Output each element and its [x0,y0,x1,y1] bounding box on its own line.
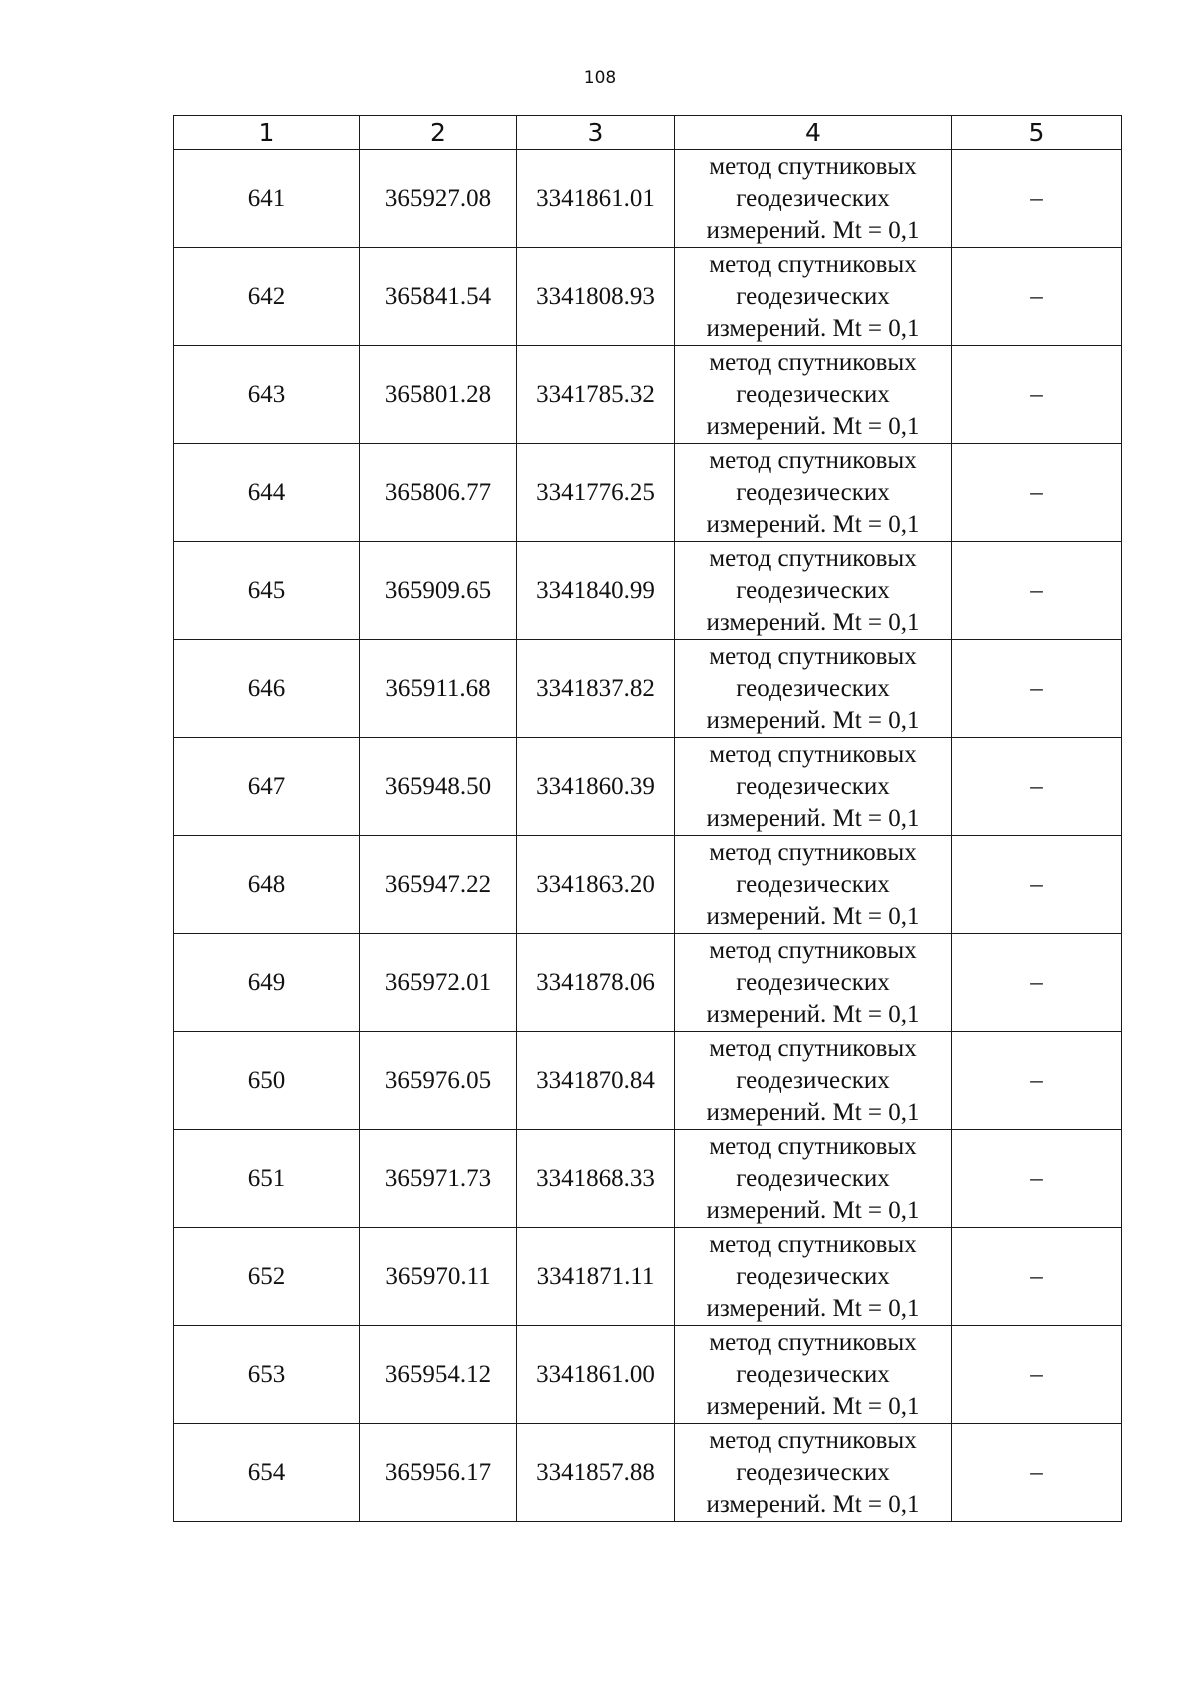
page-number: 108 [583,68,617,88]
method-text-line: метод спутниковых [709,544,917,572]
y-coordinate-cell: 3341868.33 [517,1130,675,1228]
method-text-line: измерений. Mt = 0,1 [706,1000,920,1028]
method-text-line: измерений. Mt = 0,1 [706,510,920,538]
header-col-5: 5 [952,116,1122,150]
point-number-cell: 647 [174,738,360,836]
table-row [174,1228,1122,1326]
y-coordinate-cell: 3341840.99 [517,542,675,640]
method-text-line: геодезических [736,380,890,408]
method-text-line: метод спутниковых [709,152,917,180]
method-cell [675,1424,952,1522]
table-row [174,444,1122,542]
x-coordinate-cell: 365911.68 [360,640,517,738]
method-cell [675,444,952,542]
point-number-cell: 643 [174,346,360,444]
table-row [174,1032,1122,1130]
method-cell [675,542,952,640]
x-coordinate-cell: 365948.50 [360,738,517,836]
table-row [174,1424,1122,1522]
method-cell [675,640,952,738]
table-row [174,934,1122,1032]
description-cell: – [952,444,1122,542]
method-text-line: геодезических [736,772,890,800]
method-text-line: измерений. Mt = 0,1 [706,608,920,636]
method-text-line: метод спутниковых [709,838,917,866]
y-coordinate-cell: 3341861.01 [517,150,675,248]
y-coordinate-cell: 3341808.93 [517,248,675,346]
table-row [174,836,1122,934]
x-coordinate-cell: 365909.65 [360,542,517,640]
method-cell [675,346,952,444]
description-cell: – [952,248,1122,346]
method-text-line: измерений. Mt = 0,1 [706,1392,920,1420]
method-cell [675,1032,952,1130]
x-coordinate-cell: 365970.11 [360,1228,517,1326]
method-text-line: геодезических [736,576,890,604]
method-text-line: геодезических [736,1164,890,1192]
y-coordinate-cell: 3341837.82 [517,640,675,738]
table-row [174,1130,1122,1228]
y-coordinate-cell: 3341870.84 [517,1032,675,1130]
method-text-line: геодезических [736,1360,890,1388]
point-number-cell: 649 [174,934,360,1032]
method-text-line: измерений. Mt = 0,1 [706,1294,920,1322]
method-text-line: метод спутниковых [709,740,917,768]
x-coordinate-cell: 365806.77 [360,444,517,542]
method-text-line: метод спутниковых [709,936,917,964]
method-text-line: геодезических [736,282,890,310]
method-text-line: геодезических [736,968,890,996]
method-text-line: метод спутниковых [709,1328,917,1356]
description-cell: – [952,1424,1122,1522]
method-cell [675,1130,952,1228]
method-text-line: геодезических [736,1066,890,1094]
table-header [174,116,1122,150]
description-cell: – [952,1326,1122,1424]
method-cell [675,836,952,934]
method-text-line: метод спутниковых [709,642,917,670]
table-row [174,738,1122,836]
point-number-cell: 650 [174,1032,360,1130]
y-coordinate-cell: 3341861.00 [517,1326,675,1424]
y-coordinate-cell: 3341878.06 [517,934,675,1032]
point-number-cell: 652 [174,1228,360,1326]
x-coordinate-cell: 365956.17 [360,1424,517,1522]
method-text-line: метод спутниковых [709,446,917,474]
x-coordinate-cell: 365972.01 [360,934,517,1032]
method-text-line: измерений. Mt = 0,1 [706,412,920,440]
y-coordinate-cell: 3341860.39 [517,738,675,836]
point-number-cell: 641 [174,150,360,248]
method-text-line: измерений. Mt = 0,1 [706,1196,920,1224]
point-number-cell: 644 [174,444,360,542]
method-text-line: измерений. Mt = 0,1 [706,902,920,930]
point-number-cell: 646 [174,640,360,738]
y-coordinate-cell: 3341776.25 [517,444,675,542]
table-row [174,346,1122,444]
table-row [174,150,1122,248]
coordinates-table [173,115,1122,1522]
method-cell [675,738,952,836]
method-text-line: геодезических [736,870,890,898]
header-col-1: 1 [174,116,360,150]
description-cell: – [952,150,1122,248]
x-coordinate-cell: 365927.08 [360,150,517,248]
table-body [174,150,1122,1522]
x-coordinate-cell: 365801.28 [360,346,517,444]
point-number-cell: 654 [174,1424,360,1522]
description-cell: – [952,542,1122,640]
method-text-line: геодезических [736,478,890,506]
method-cell [675,150,952,248]
x-coordinate-cell: 365954.12 [360,1326,517,1424]
description-cell: – [952,836,1122,934]
method-cell [675,934,952,1032]
table-row [174,1326,1122,1424]
method-text-line: измерений. Mt = 0,1 [706,1490,920,1518]
method-text-line: геодезических [736,1458,890,1486]
header-col-2: 2 [360,116,517,150]
description-cell: – [952,1032,1122,1130]
point-number-cell: 648 [174,836,360,934]
header-col-3: 3 [517,116,675,150]
method-cell [675,248,952,346]
method-text-line: метод спутниковых [709,1034,917,1062]
method-text-line: измерений. Mt = 0,1 [706,314,920,342]
y-coordinate-cell: 3341857.88 [517,1424,675,1522]
method-cell [675,1228,952,1326]
point-number-cell: 653 [174,1326,360,1424]
y-coordinate-cell: 3341785.32 [517,346,675,444]
table-row [174,542,1122,640]
x-coordinate-cell: 365971.73 [360,1130,517,1228]
point-number-cell: 642 [174,248,360,346]
method-text-line: геодезических [736,674,890,702]
description-cell: – [952,934,1122,1032]
header-row [174,116,1122,150]
description-cell: – [952,738,1122,836]
method-text-line: измерений. Mt = 0,1 [706,804,920,832]
y-coordinate-cell: 3341871.11 [517,1228,675,1326]
method-cell [675,1326,952,1424]
x-coordinate-cell: 365976.05 [360,1032,517,1130]
method-text-line: метод спутниковых [709,1132,917,1160]
description-cell: – [952,640,1122,738]
x-coordinate-cell: 365947.22 [360,836,517,934]
point-number-cell: 651 [174,1130,360,1228]
method-text-line: измерений. Mt = 0,1 [706,1098,920,1126]
method-text-line: измерений. Mt = 0,1 [706,216,920,244]
point-number-cell: 645 [174,542,360,640]
header-col-4: 4 [675,116,952,150]
description-cell: – [952,1130,1122,1228]
method-text-line: метод спутниковых [709,1230,917,1258]
method-text-line: измерений. Mt = 0,1 [706,706,920,734]
x-coordinate-cell: 365841.54 [360,248,517,346]
description-cell: – [952,346,1122,444]
table-row [174,640,1122,738]
table-row [174,248,1122,346]
method-text-line: метод спутниковых [709,1426,917,1454]
method-text-line: геодезических [736,1262,890,1290]
method-text-line: геодезических [736,184,890,212]
method-text-line: метод спутниковых [709,348,917,376]
description-cell: – [952,1228,1122,1326]
y-coordinate-cell: 3341863.20 [517,836,675,934]
method-text-line: метод спутниковых [709,250,917,278]
